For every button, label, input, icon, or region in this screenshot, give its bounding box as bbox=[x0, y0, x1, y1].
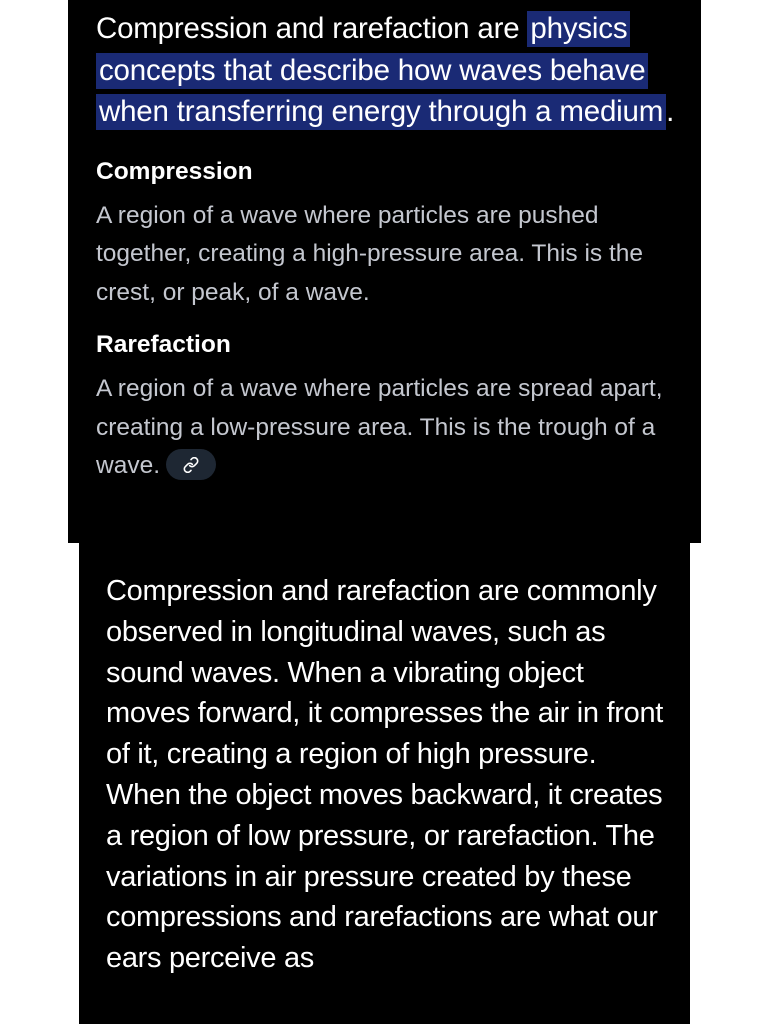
source-link-button[interactable] bbox=[166, 449, 216, 480]
longitudinal-waves-paragraph: Compression and rarefaction are commonly observed in longitudinal waves, such as sound waves. When a vibrating object moves forward, it compresses the air in front of it, creating a region of high pressure. When the object moves backward, it creates a region of low pressure, or rarefaction. The variations in air pressure created by these compressions and rarefactions are what our ears perceive as bbox=[106, 575, 664, 975]
link-icon bbox=[183, 457, 199, 473]
intro-highlighted-text: physics concepts that describe how waves behave when transferring energy through a medium bbox=[96, 11, 666, 130]
intro-lead-text: Compression and rarefaction are bbox=[96, 12, 528, 45]
intro-trailing-text: . bbox=[666, 95, 675, 128]
section-body-compression: A region of a wave where particles are pushed together, creating a high-pressure area. This is the crest, or peak, of a wave. bbox=[96, 201, 644, 306]
ai-overview-panel bbox=[68, 0, 701, 543]
rarefaction-body-text: A region of a wave where particles are spread apart, creating a low-pressure area. This is the trough of a wave. bbox=[96, 375, 663, 479]
section-title-compression: Compression bbox=[96, 157, 253, 185]
overview-intro bbox=[96, 8, 681, 133]
section-title-rarefaction: Rarefaction bbox=[96, 331, 231, 358]
explanation-panel bbox=[79, 543, 690, 1024]
section-body-rarefaction bbox=[96, 370, 681, 486]
